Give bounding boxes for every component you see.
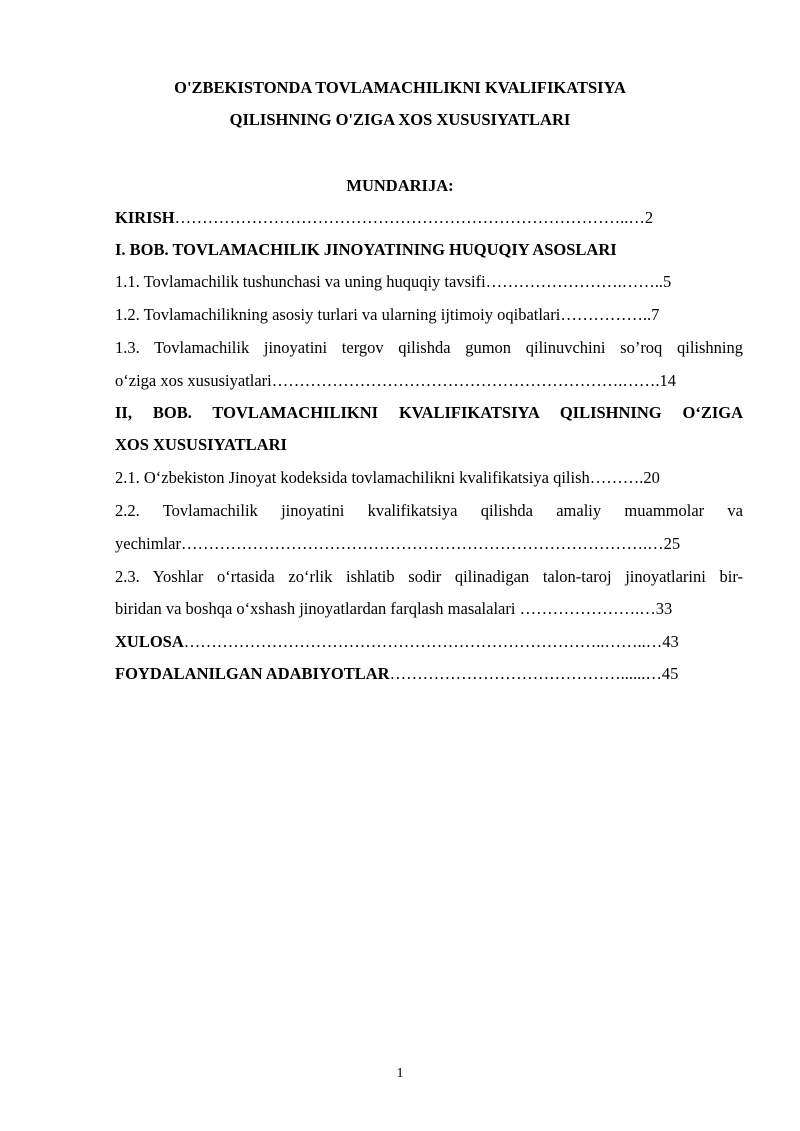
toc-entry-2-1: 2.1. O‘zbekiston Jinoyat kodeksida tovlamachilikni kvalifikatsiya qilish……….20 xyxy=(115,468,660,487)
toc-entry-references xyxy=(115,664,743,684)
toc-entry-1-1: 1.1. Tovlamachilik tushunchasi va uning huquqiy tavsifi…………………….……..5 xyxy=(115,272,672,291)
toc-chapter-2-heading-line-1: II, BOB. TOVLAMACHILIKNI KVALIFIKATSIYA QILISHNING O‘ZIGA xyxy=(115,403,743,422)
toc-entry-introduction xyxy=(115,208,743,228)
toc-entry-title: FOYDALANILGAN ADABIYOTLAR xyxy=(115,664,390,683)
toc-leader: ………………………………………………………………………..…2 xyxy=(174,208,654,227)
toc-entry-title: XULOSA xyxy=(115,632,184,651)
toc-leader: ……………………………………......…45 xyxy=(389,664,679,683)
toc-entry-conclusion xyxy=(115,632,743,652)
toc-entry-1-3-line-2: o‘ziga xos xususiyatlari……………………………………………………….…….14 xyxy=(115,371,676,390)
toc-entry-title: KIRISH xyxy=(115,208,175,227)
toc-entry-2-2-line-2: yechimlar………………………………………………………………………….…25 xyxy=(115,534,681,553)
toc-entry-2-2-line-1: 2.2. Tovlamachilik jinoyatini kvalifikatsiya qilishda amaliy muammolar va xyxy=(115,501,743,520)
toc-chapter-2-heading-line-2: XOS XUSUSIYATLARI xyxy=(115,435,287,454)
toc-entry-1-3-line-1: 1.3. Tovlamachilik jinoyatini tergov qilishda gumon qilinuvchini so’roq qilishning xyxy=(115,338,743,357)
toc-leader: …………………………………………………………………..……..…43 xyxy=(183,632,679,651)
page-number: 1 xyxy=(396,1066,404,1081)
contents-heading: MUNDARIJA: xyxy=(346,176,454,195)
document-title-line-1: O'ZBEKISTONDA TOVLAMACHILIKNI KVALIFIKATSIYA xyxy=(174,78,626,97)
toc-entry-2-3-line-2: biridan va boshqa o‘xshash jinoyatlardan farqlash masalalari ………………….…33 xyxy=(115,599,673,618)
toc-entry-2-3-line-1: 2.3. Yoshlar o‘rtasida zo‘rlik ishlatib sodir qilinadigan talon-taroj jinoyatlarini bir- xyxy=(115,567,743,586)
toc-entry-1-2: 1.2. Tovlamachilikning asosiy turlari va ularning ijtimoiy oqibatlari……………..7 xyxy=(115,305,660,324)
document-title-line-2: QILISHNING O'ZIGA XOS XUSUSIYATLARI xyxy=(229,110,571,129)
toc-chapter-1-heading: I. BOB. TOVLAMACHILIK JINOYATINING HUQUQIY ASOSLARI xyxy=(115,240,617,259)
